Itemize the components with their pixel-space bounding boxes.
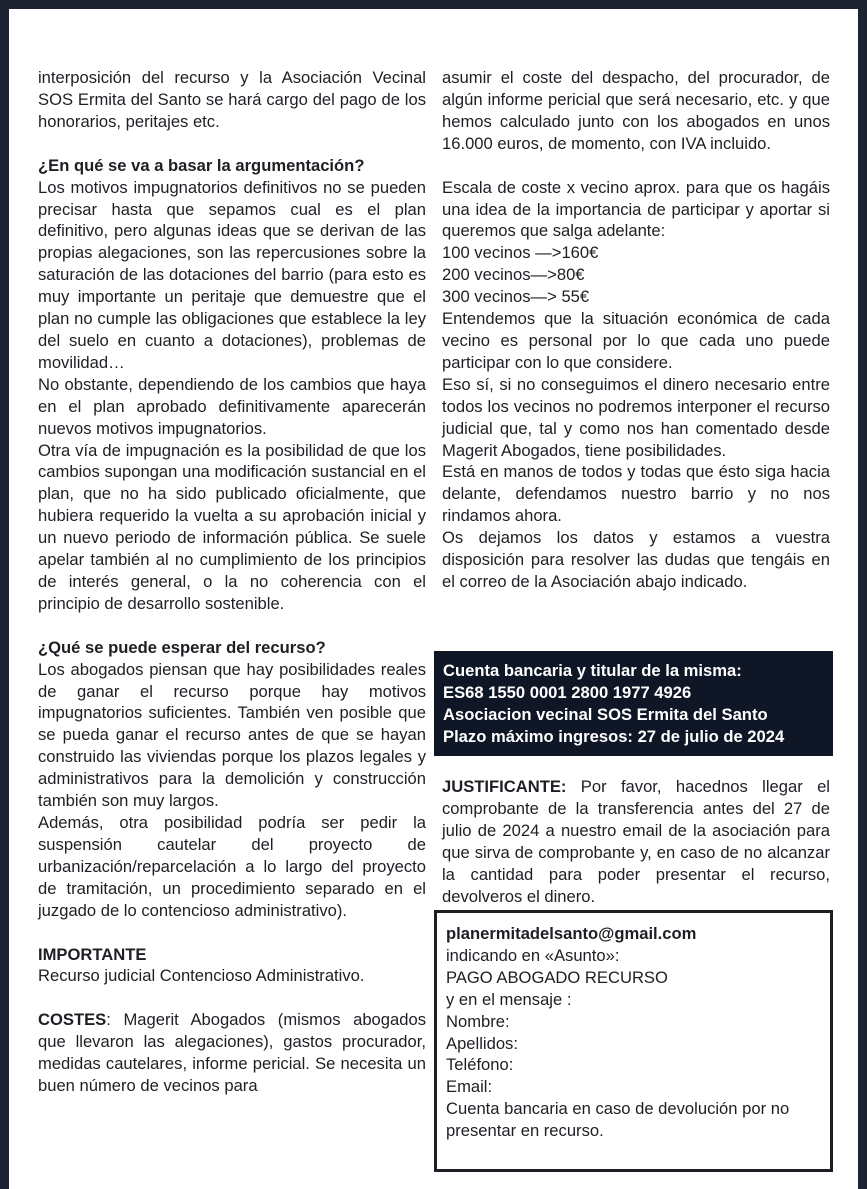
justificante-paragraph (442, 776, 830, 907)
paragraph: interposición del recurso y la Asociación Vecinal SOS Ermita del Santo se hará cargo del pago de los honorarios, peritajes etc. (38, 68, 426, 131)
justificante-section (442, 776, 830, 907)
bank-account-box (434, 651, 833, 756)
heading-importante: IMPORTANTE (38, 944, 147, 964)
bank-title: Cuenta bancaria y titular de la misma: (443, 661, 742, 680)
instruction-line: y en el mensaje : (446, 989, 572, 1009)
paragraph: Está en manos de todos y todas que ésto siga hacia delante, defendamos nuestro barrio y no nos rindamos ahora. (442, 462, 830, 526)
paragraph: Entendemos que la situación económica de cada vecino es personal por lo que cada uno puede participar con lo que considere. (442, 309, 830, 372)
email-instructions-box (434, 910, 833, 1172)
paragraph: Además, otra posibilidad podría ser pedir la suspensión cautelar del proyecto de urbanización/reparcelación a lo largo del proyecto de tramitación, un procedimiento separado en el juzgado de lo contencioso administrativo). (38, 813, 426, 920)
paragraph: No obstante, dependiendo de los cambios que haya en el plan aprobado definitivamente aparecerán nuevos motivos impugnatorios. (38, 374, 426, 438)
justificante-text: Por favor, hacednos llegar el comprobante de la transferencia antes del 27 de julio de 2024 a nuestro email de la asociación para que sirva de comprobante y, en caso de no alcanzar la cantidad para poder presentar el recurso, devolveros el dinero. (442, 777, 830, 906)
left-column (38, 67, 426, 1097)
document-page (9, 9, 858, 1189)
instruction-line: Teléfono: (446, 1055, 514, 1075)
paragraph: asumir el coste del despacho, del procurador, de algún informe pericial que será necesario, etc. y que hemos calculado junto con los abogados en unos 16.000 euros, de momento, con IVA incluido. (442, 68, 830, 153)
paragraph: Escala de coste x vecino aprox. para que os hagáis una idea de la importancia de participar y aportar si queremos que salga adelante: (442, 177, 830, 241)
instruction-line: Email: (446, 1077, 493, 1097)
justificante-label: JUSTIFICANTE: (442, 777, 567, 796)
paragraph: Otra vía de impugnación es la posibilidad de que los cambios supongan una modificación sustancial en el plan, que no ha sido publicado oficialmente, que hubiera requerido la vuelta a su aprobación inicial y un nuevo periodo de información pública. Se suele apelar también al no cumplimiento de los principios de interés general, o la no coherencia con el principio de desarrollo sostenible. (38, 440, 426, 613)
paragraph: Los motivos impugnatorios definitivos no se pueden precisar hasta que sepamos cual es el plan definitivo, pero algunas ideas que se derivan de las propias alegaciones, son las repercusiones sobre la saturación de las dotaciones del barrio (para esto es muy importante un peritaje que demuestre que el plan no cumple las obligaciones que establece la ley del suelo en cuanto a dotaciones), problemas de movilidad… (38, 177, 426, 372)
cost-scale-item: 200 vecinos—>80€ (442, 265, 585, 285)
costes-text: : Magerit Abogados (mismos abogados que llevaron las alegaciones), gastos procurador, medidas cautelares, informe pericial. Se necesita un buen número de vecinos para (38, 1010, 426, 1096)
bank-deadline: Plazo máximo ingresos: 27 de julio de 2024 (443, 726, 785, 746)
cost-scale-item: 300 vecinos—> 55€ (442, 287, 590, 307)
bank-iban: ES68 1550 0001 2800 1977 4926 (443, 682, 692, 702)
paragraph-costes (38, 1009, 426, 1097)
cost-scale-item: 100 vecinos —>160€ (442, 243, 599, 263)
paragraph: Recurso judicial Contencioso Administrativo. (38, 966, 365, 986)
instruction-line: Nombre: (446, 1011, 510, 1031)
instruction-line: PAGO ABOGADO RECURSO (446, 967, 668, 987)
heading-argumentacion: ¿En qué se va a basar la argumentación? (38, 155, 365, 175)
instruction-line: Apellidos: (446, 1033, 518, 1053)
bank-holder: Asociacion vecinal SOS Ermita del Santo (443, 704, 768, 724)
costes-label: COSTES (38, 1010, 107, 1030)
contact-email: planermitadelsanto@gmail.com (446, 924, 697, 943)
paragraph: Os dejamos los datos y estamos a vuestra disposición para resolver las dudas que tengáis en el correo de la Asociación abajo indicado. (442, 528, 830, 591)
right-column (442, 67, 830, 593)
instruction-line: indicando en «Asunto»: (446, 945, 620, 965)
paragraph: Eso sí, si no conseguimos el dinero necesario entre todos los vecinos no podremos interponer el recurso judicial que, tal y como nos han comentado desde Magerit Abogados, tiene posibilidades. (442, 374, 830, 460)
paragraph: Los abogados piensan que hay posibilidades reales de ganar el recurso porque hay motivos impugnatorios suficientes. También ven posible que se pueda ganar el recurso antes de que se hayan construido las viviendas porque los plazos legales y administrativos para la demolición y construcción también son muy largos. (38, 659, 426, 811)
instruction-line: Cuenta bancaria en caso de devolución por no presentar en recurso. (446, 1099, 790, 1141)
heading-esperar: ¿Qué se puede esperar del recurso? (38, 637, 326, 657)
